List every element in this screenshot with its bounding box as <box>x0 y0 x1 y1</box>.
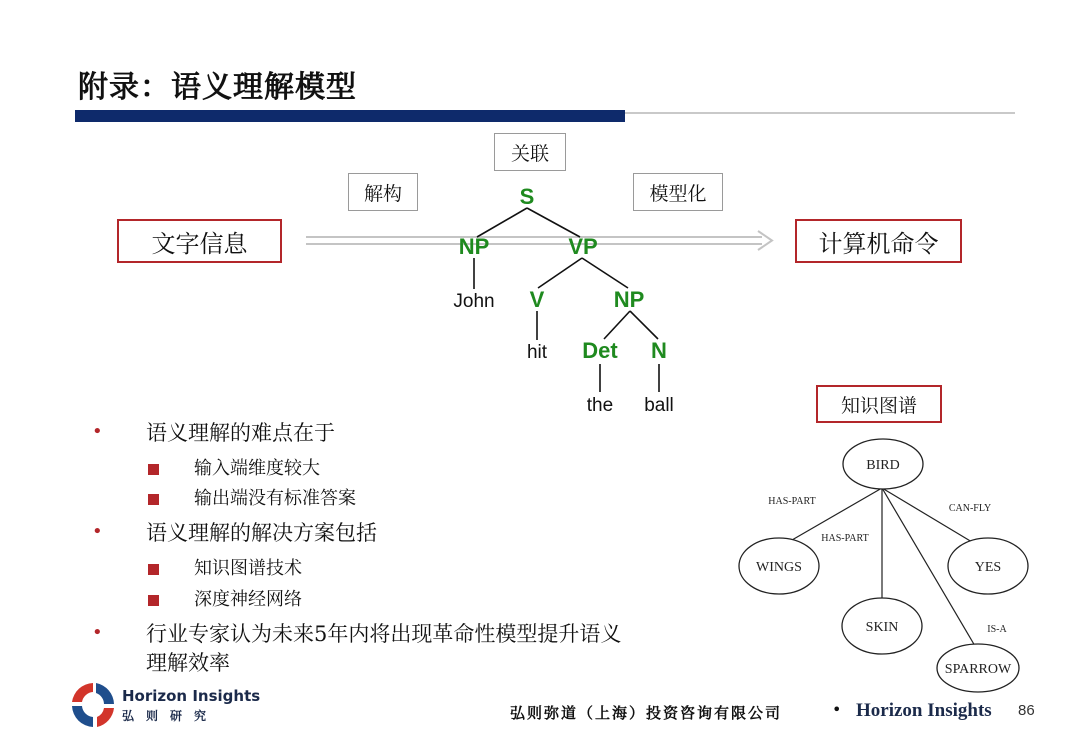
jiegou-label: 解构 <box>363 182 402 205</box>
page-title: 附录：语义理解模型 <box>78 70 357 105</box>
footer-company: 弘则弥道（上海）投资咨询有限公司 <box>510 704 783 722</box>
zhishitupu-label: 知识图谱 <box>840 394 917 417</box>
footer-bullet: • <box>832 700 842 719</box>
sub-bullet-square <box>148 595 159 606</box>
sub-bullet-text: 输出端没有标准答案 <box>194 488 356 509</box>
sub-bullet-text: 知识图谱技术 <box>194 558 302 579</box>
bullet-dot: • <box>92 421 103 442</box>
brand-name-en: Horizon Insights <box>122 687 261 705</box>
kg-edge-yes <box>882 488 972 542</box>
sub-bullet-square <box>148 464 159 475</box>
word-the: the <box>586 395 614 416</box>
kg-edge-label-is-a: IS-A <box>987 624 1007 635</box>
moxinghua-label: 模型化 <box>649 182 707 205</box>
node-vp: VP <box>568 234 598 259</box>
kg-label-wings: WINGS <box>756 560 802 575</box>
bullet-text: 行业专家认为未来5年内将出现革命性模型提升语义 <box>146 622 622 646</box>
kg-edge-label-has-part-2: HAS-PART <box>821 533 869 544</box>
kg-edge-label-has-part-1: HAS-PART <box>768 496 816 507</box>
node-det: Det <box>582 338 618 363</box>
node-np2: NP <box>613 287 645 312</box>
kg-edge-label-can-fly: CAN-FLY <box>948 503 992 514</box>
node-np1: NP <box>458 234 490 259</box>
kg-label-sparrow: SPARROW <box>944 662 1012 677</box>
jisuanji-label: 计算机命令 <box>818 229 939 258</box>
node-s: S <box>519 184 535 209</box>
kg-label-skin: SKIN <box>865 620 899 635</box>
kg-label-yes: YES <box>974 560 1002 575</box>
horizon-logo <box>68 680 118 730</box>
bullet-text: 语义理解的解决方案包括 <box>146 521 377 545</box>
sub-bullet-square <box>148 564 159 575</box>
kg-label-bird: BIRD <box>866 458 900 473</box>
word-ball: ball <box>644 395 674 416</box>
sub-bullet-text: 深度神经网络 <box>194 589 302 610</box>
bullet-dot: • <box>92 521 103 542</box>
word-hit: hit <box>526 342 548 363</box>
word-john: John <box>453 291 495 312</box>
guanlian-label: 关联 <box>510 142 549 165</box>
node-v: V <box>529 287 545 312</box>
bullet-text-continued: 理解效率 <box>146 651 230 675</box>
bullet-text: 语义理解的难点在于 <box>146 421 335 445</box>
footer-brand: Horizon Insights <box>856 700 992 721</box>
page-number: 86 <box>1018 702 1035 719</box>
brand-name-cn: 弘则研究 <box>122 709 219 723</box>
wenzi-label: 文字信息 <box>151 229 248 258</box>
sub-bullet-text: 输入端维度较大 <box>194 458 320 479</box>
bullet-dot: • <box>92 622 103 643</box>
sub-bullet-square <box>148 494 159 505</box>
node-n: N <box>651 338 667 363</box>
